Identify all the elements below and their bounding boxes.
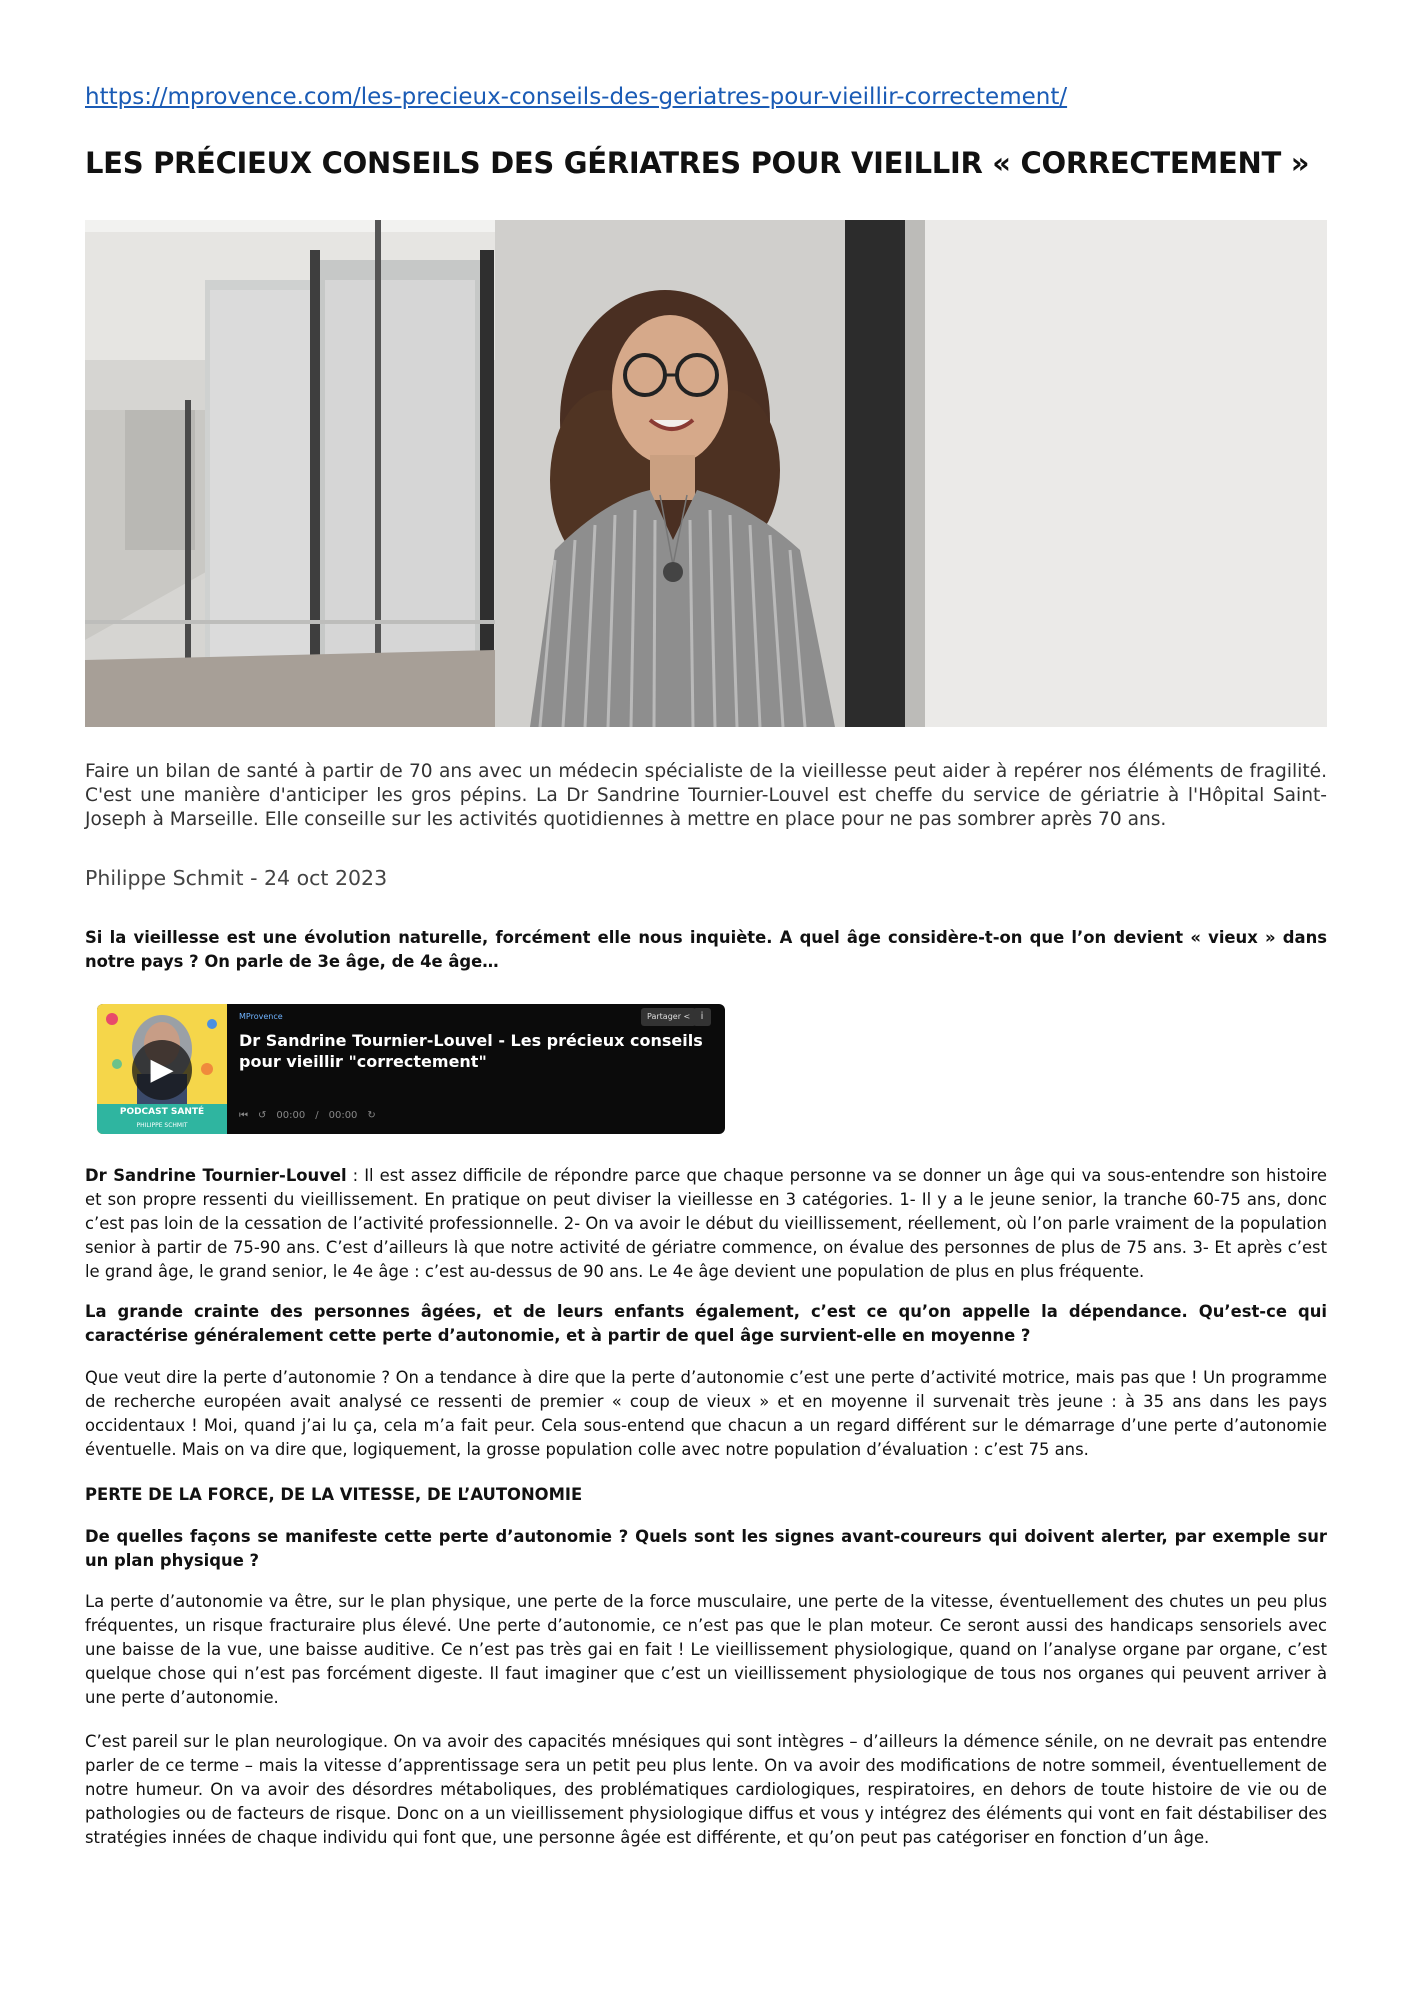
question-2: La grande crainte des personnes âgées, et de leurs enfants également, c’est ce qu’on appelle la dépendance. Qu’est-ce qui caractérise généralement cette perte d’autonomie, et à partir de quel âge survient-elle en moyenne ? <box>85 1302 1327 1345</box>
hero-photo <box>85 220 1327 727</box>
share-label: Partager <box>647 1012 681 1021</box>
article-url-link[interactable]: https://mprovence.com/les-precieux-conseils-des-geriatres-pour-vieillir-correctement/ <box>85 84 1068 110</box>
speaker-name: Dr Sandrine Tournier-Louvel <box>85 1166 347 1185</box>
answer-1-text: : Il est assez difficile de répondre parce que chaque personne va se donner un âge qui va sous-entendre son histoire et son propre ressenti du vieillissement. En pratique on peut diviser la vieillesse en 3 catégories. 1- Il y a le jeune senior, la tranche 60-75 ans, donc c’est pas loin de la cessation de l’activité professionnelle. 2- On va avoir le début du vieillissement, réellement, où l’on parle vraiment de la population senior à partir de 75-90 ans. C’est d’ailleurs là que notre activité de gériatre commence, on évalue des personnes de plus de 75 ans. 3- Et après c’est le grand âge, le grand senior, le 4e âge : c’est au-dessus de 90 ans. Le 4e âge devient une population de plus en plus fréquente. <box>85 1166 1328 1281</box>
share-icon: < <box>683 1012 691 1021</box>
play-button[interactable]: ▶ <box>132 1040 192 1100</box>
player-controls <box>239 1110 376 1121</box>
question-3: De quelles façons se manifeste cette perte d’autonomie ? Quels sont les signes avant-coureurs qui doivent alerter, par exemple sur un plan physique ? <box>85 1527 1327 1570</box>
share-button[interactable] <box>641 1008 696 1026</box>
podcast-player[interactable] <box>97 1004 725 1134</box>
player-brand[interactable]: MProvence <box>239 1012 283 1021</box>
skip-back-icon[interactable]: ⏮ <box>239 1110 248 1121</box>
time-current: 00:00 <box>276 1110 306 1121</box>
podcast-label-title: PODCAST SANTÉ <box>119 1107 205 1117</box>
question-1: Si la vieillesse est une évolution naturelle, forcément elle nous inquiète. A quel âge considère-t-on que l’on devient « vieux » dans notre pays ? On parle de 3e âge, de 4e âge… <box>85 928 1327 971</box>
time-separator: / <box>315 1110 319 1121</box>
hero-photo-illustration <box>85 220 1327 727</box>
section-heading: PERTE DE LA FORCE, DE LA VITESSE, DE L’AUTONOMIE <box>85 1485 583 1504</box>
info-button[interactable]: i <box>693 1008 711 1026</box>
podcast-label <box>97 1104 227 1134</box>
podcast-thumbnail <box>97 1004 227 1134</box>
article-byline: Philippe Schmit - 24 oct 2023 <box>85 866 388 890</box>
article-title: LES PRÉCIEUX CONSEILS DES GÉRIATRES POUR VIEILLIR « CORRECTEMENT » <box>85 146 1310 180</box>
time-total: 00:00 <box>328 1110 358 1121</box>
forward-icon[interactable]: ↻ <box>367 1110 376 1121</box>
answer-1 <box>85 1164 1327 1284</box>
player-title: Dr Sandrine Tournier-Louvel - Les précieux conseils pour vieillir "correctement" <box>239 1031 703 1071</box>
answer-4: C’est pareil sur le plan neurologique. On va avoir des capacités mnésiques qui sont intègres – d’ailleurs la démence sénile, on ne devrait pas entendre parler de ce terme – mais la vitesse d’apprentissage sera un petit peu plus lente. On va avoir des modifications de notre sommeil, éventuellement de notre humeur. On va avoir des désordres métaboliques, des problématiques cardiologiques, respiratoires, en dehors de toute histoire de vie ou de pathologies ou de facteurs de risque. Donc on a un vieillissement physiologique diffus et vous y intégrez des éléments qui vont en fait déstabiliser des stratégies innées de chaque individu qui font que, une personne âgée est différente, et qu’on peut pas catégoriser en fonction d’un âge. <box>85 1732 1327 1847</box>
article-lead: Faire un bilan de santé à partir de 70 ans avec un médecin spécialiste de la vieillesse peut aider à repérer nos éléments de fragilité. C'est une manière d'anticiper les gros pépins. La Dr Sandrine Tournier-Louvel est cheffe du service de gériatrie à l'Hôpital Saint-Joseph à Marseille. Elle conseille sur les activités quotidiennes à mettre en place pour ne pas sombrer après 70 ans. <box>85 761 1327 830</box>
answer-3: La perte d’autonomie va être, sur le plan physique, une perte de la force musculaire, une perte de la vitesse, éventuellement des chutes un peu plus fréquentes, un risque fracturaire plus élevé. Une perte d’autonomie, ce n’est pas que le plan moteur. Ce seront aussi des handicaps sensoriels avec une baisse de la vue, une baisse auditive. Ce n’est pas très gai en fait ! Le vieillissement physiologique, quand on l’analyse organe par organe, c’est quelque chose qui n’est pas forcément digeste. Il faut imaginer que c’est un vieillissement physiologique de tous nos organes qui peuvent arriver à une perte d’autonomie. <box>85 1592 1327 1707</box>
rewind-icon[interactable]: ↺ <box>258 1110 267 1121</box>
answer-2: Que veut dire la perte d’autonomie ? On a tendance à dire que la perte d’autonomie c’est une perte d’activité motrice, mais pas que ! Un programme de recherche européen avait analysé ce ressenti de premier « coup de vieux » et en moyenne il survenait très jeune : à 35 ans dans les pays occidentaux ! Moi, quand j’ai lu ça, cela m’a fait peur. Cela sous-entend que chacun a un regard différent sur le démarrage d’une perte d’autonomie éventuelle. Mais on va dire que, logiquement, la grosse population colle avec notre population d’évaluation : c’est 75 ans. <box>85 1368 1327 1459</box>
podcast-label-author: PHILIPPE SCHMIT <box>136 1122 188 1129</box>
